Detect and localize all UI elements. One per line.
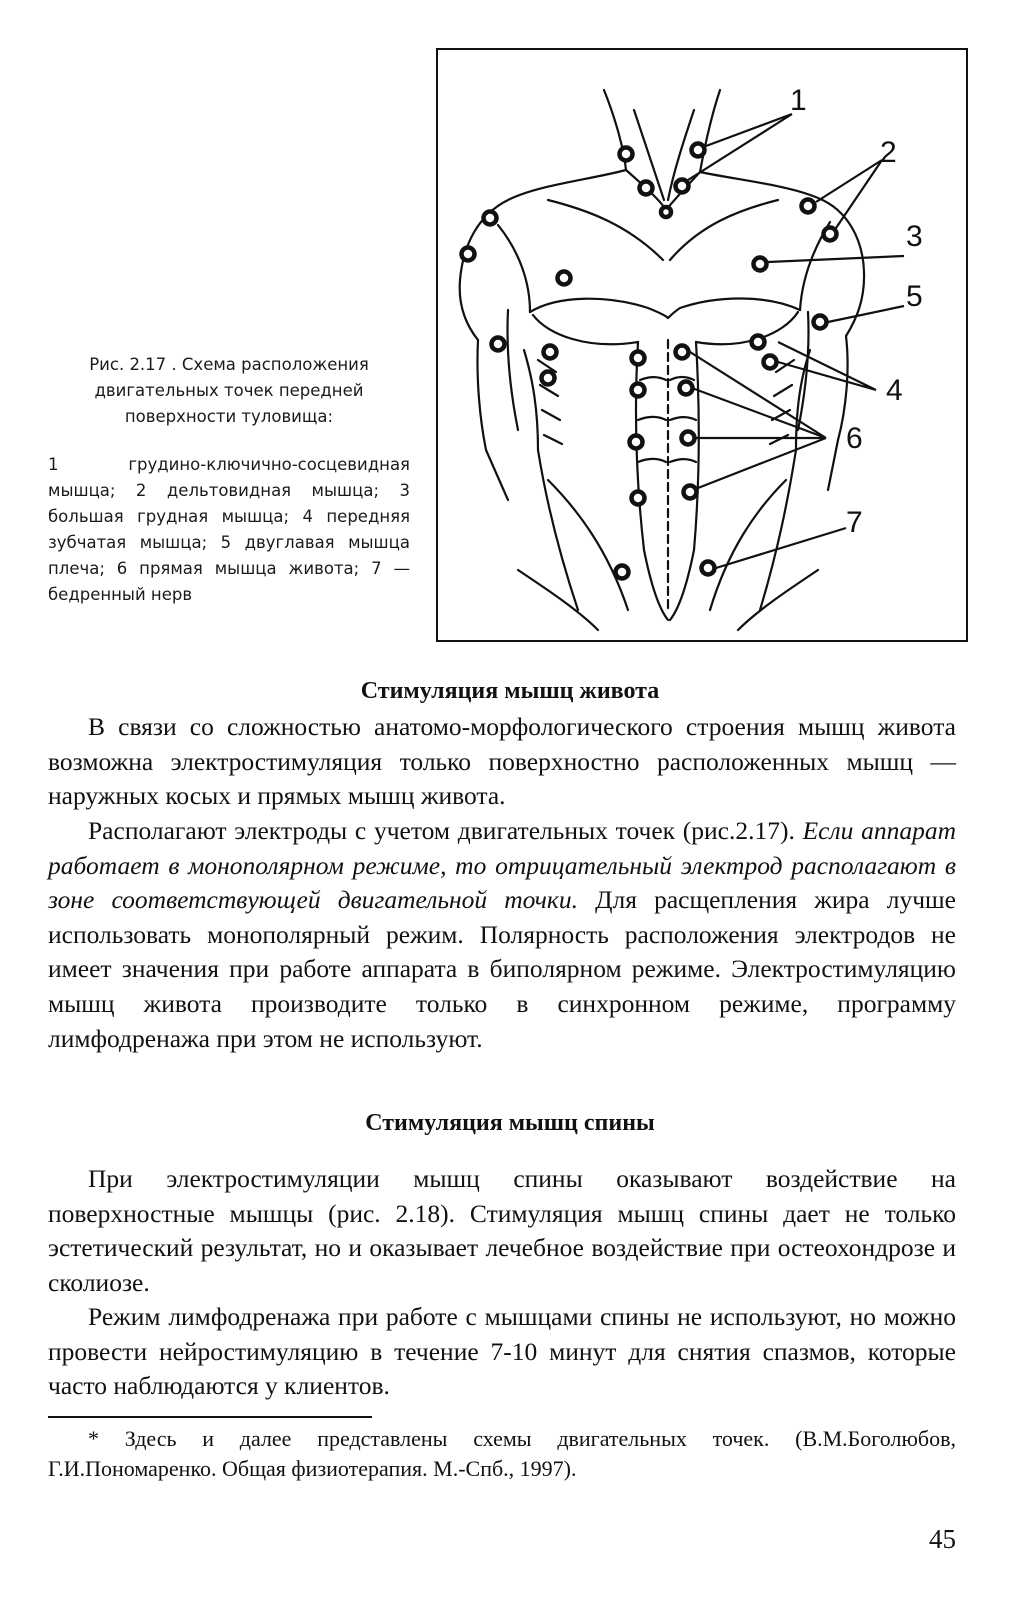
figure-caption-legend: 1 грудино-ключично-сосцевидная мышца; 2 дельтовидная мышца; 3 большая грудная мышца; 4 передняя зубчатая мышца; 5 двуглавая мышца плеча; 6 прямая мышца живота; 7 —бедренный нерв <box>48 455 410 604</box>
figure-caption-title: Рис. 2.17 . Схема расположения двигательных точек передней поверхности туловища: <box>89 355 369 426</box>
figure-label-7: 7 <box>846 506 863 539</box>
paragraph-text: Для расщепления жира лучше использовать монополярный режим. Полярность расположения электродов не имеет значения при работе аппарата в биполярном режиме. Электростимуляцию мышц живота производите только в синхронном режиме, программу лимфодренажа при этом не используют. <box>48 885 956 1053</box>
footnote-divider <box>48 1416 372 1418</box>
paragraph-italic-text: Если аппарат работает в монополярном режиме, то отрицательный электрод располагают в зоне соответствующей двигательной точки. <box>48 816 956 915</box>
paragraph-back-intro: При электростимуляции мышц спины оказывают воздействие на поверхностные мышцы (рис. 2.18). Стимуляция мышц спины дает не только эстетический результат, но и оказывает лечебное воздействие при остеохондрозе и сколиозе. <box>48 1164 956 1297</box>
footnote: * Здесь и далее представлены схемы двигательных точек. (В.М.Боголюбов, Г.И.Пономаренко. Общая физиотерапия. М.-Спб., 1997). <box>48 1426 956 1481</box>
paragraph-abdomen-intro: В связи со сложностью анатомо-морфологического строения мышц живота возможна электростимуляция только поверхностно расположенных мышц — наружных косых и прямых мышц живота. <box>48 712 956 811</box>
torso-motor-points-figure <box>436 48 968 642</box>
figure-label-3: 3 <box>906 220 923 253</box>
paragraph-back-lymph: Режим лимфодренажа при работе с мышцами спины не используют, но можно провести нейростимуляцию в течение 7-10 минут для снятия спазмов, которые часто наблюдаются у клиентов. <box>48 1302 956 1401</box>
figure-label-4: 4 <box>886 374 903 407</box>
section-heading-abdomen: Стимуляция мышц живота <box>360 678 660 704</box>
section-heading-back: Стимуляция мышц спины <box>365 1110 655 1136</box>
page-number: 45 <box>929 1524 956 1554</box>
figure-label-2: 2 <box>880 136 897 169</box>
figure-label-1: 1 <box>790 84 807 117</box>
paragraph-abdomen-electrodes <box>48 814 956 1056</box>
torso-illustration <box>438 50 966 640</box>
figure-label-6: 6 <box>846 422 863 455</box>
paragraph-text: Располагают электроды с учетом двигательных точек (рис.2.17). <box>88 816 803 845</box>
figure-label-5: 5 <box>906 280 923 313</box>
figure-caption <box>48 352 410 608</box>
